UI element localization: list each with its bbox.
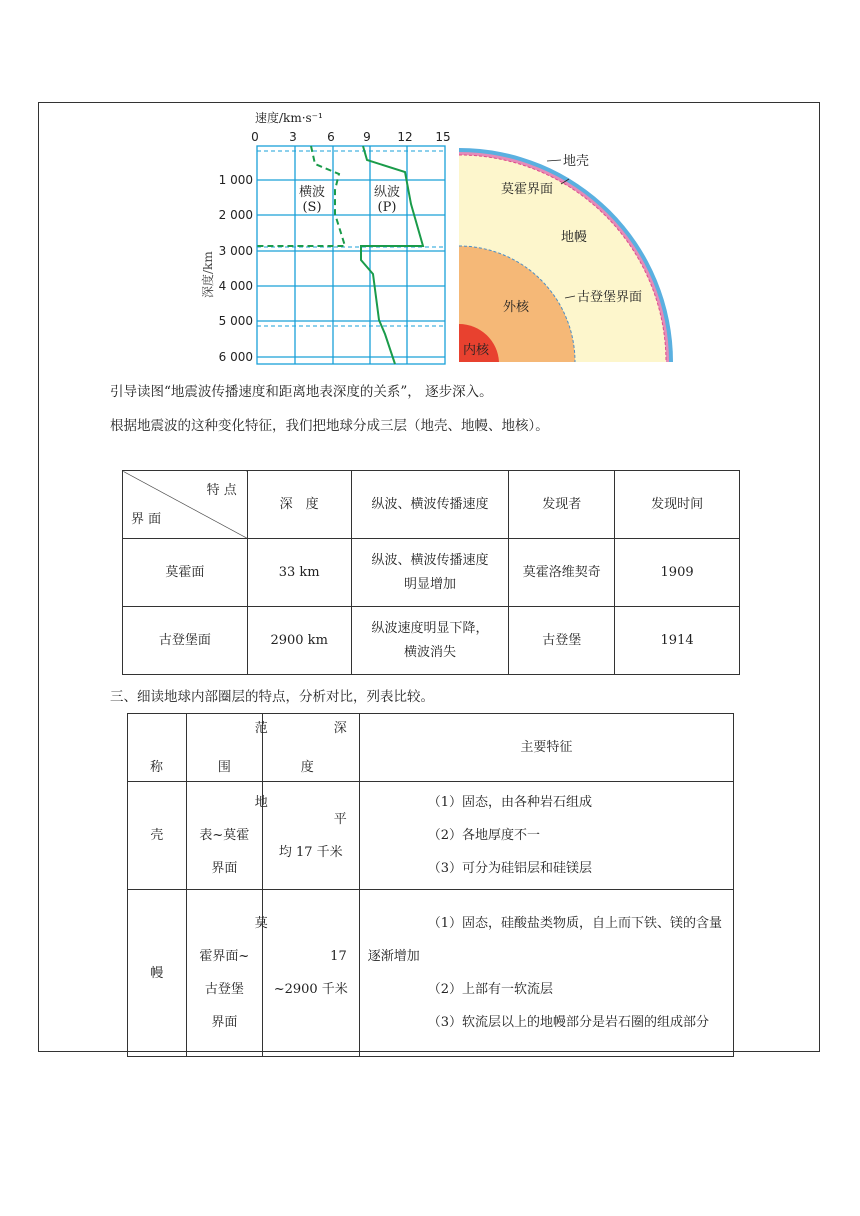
gutenberg-label: 古登堡界面: [577, 290, 643, 305]
depth-line: 17: [330, 949, 347, 964]
table-row: [123, 539, 740, 607]
depth-tick: 6 000: [218, 350, 253, 364]
layer-features: [359, 782, 733, 890]
interface-depth: 2900 km: [247, 607, 351, 675]
feature-item: （3）软流层以上的地幔部分是岩石圈的组成部分: [427, 1015, 709, 1030]
speed-axis-label: 速度/km·s⁻¹: [255, 111, 323, 125]
depth-ticks: [219, 173, 253, 364]
interface-depth: 33 km: [247, 539, 351, 607]
interface-year: 1909: [615, 539, 740, 607]
moho-label: 莫霍界面: [501, 182, 554, 197]
layer-table: [127, 713, 734, 1057]
speed-tick: 9: [363, 130, 371, 144]
header-depth-top: 深: [333, 721, 347, 736]
section-3-title: 三、细读地球内部圈层的特点，分析对比，列表比较。: [110, 689, 434, 705]
header-finder: 发现者: [509, 471, 615, 539]
speed-tick: 3: [289, 130, 297, 144]
depth-tick: 4 000: [218, 279, 253, 293]
header-name-label: 称: [150, 760, 164, 775]
paragraph-2: 根据地震波的这种变化特征，我们把地球分成三层（地壳、地幔、地核）。: [110, 418, 549, 434]
interface-speed: [351, 539, 509, 607]
feature-item: （3）可分为硅铝层和硅镁层: [427, 861, 592, 876]
layer-depth: [262, 782, 359, 890]
depth-line: ~2900 千米: [273, 982, 348, 997]
interface-year: 1914: [615, 607, 740, 675]
speed-ticks: [251, 130, 450, 144]
range-line: 界面: [211, 1015, 238, 1030]
depth-tick: 2 000: [218, 208, 253, 222]
header-year: 发现时间: [615, 471, 740, 539]
interface-finder: 古登堡: [509, 607, 615, 675]
header-depth: [262, 714, 359, 782]
corner-bottom-label: 界 面: [131, 512, 162, 527]
header-speed: 纵波、横波传播速度: [351, 471, 509, 539]
header-range-bottom: 围: [217, 760, 231, 775]
interface-table: [122, 470, 740, 675]
speed-line: 明显增加: [403, 576, 456, 592]
depth-tick: 5 000: [218, 314, 253, 328]
interface-name: 古登堡面: [123, 607, 248, 675]
range-line: 地: [254, 795, 268, 810]
interface-speed: [351, 607, 509, 675]
range-line: 莫: [254, 916, 268, 931]
range-line: 界面: [211, 861, 238, 876]
depth-tick: 3 000: [218, 244, 253, 258]
mantle-label: 地幔: [561, 230, 588, 245]
paragraph-1: 引导读图“地震波传播速度和距离地表深度的关系”， 逐步深入。: [110, 384, 493, 400]
speed-line: 纵波速度明显下降，: [371, 620, 489, 636]
header-name: [128, 714, 187, 782]
corner-cell: [123, 471, 248, 539]
header-features: 主要特征: [359, 714, 733, 782]
header-depth: 深 度: [247, 471, 351, 539]
speed-tick: 12: [397, 130, 413, 144]
chart-grid: [257, 146, 445, 364]
table-row: [128, 890, 734, 1057]
outer-core-label: 外核: [503, 300, 530, 315]
range-line: 表~莫霍: [199, 828, 250, 843]
seismic-wave-figure: [195, 108, 705, 373]
feature-item: （1）固态，由各种岩石组成: [427, 795, 592, 810]
speed-tick: 0: [251, 130, 259, 144]
crust-label: 地壳: [563, 154, 590, 169]
depth-line: 均 17 千米: [278, 844, 343, 860]
range-line: 霍界面~: [199, 949, 250, 964]
interface-finder: 莫霍洛维契奇: [509, 539, 615, 607]
layer-features: [359, 890, 733, 1057]
feature-item: （2）各地厚度不一: [427, 828, 540, 843]
s-wave-symbol: (S): [302, 200, 322, 215]
feature-item: （1）固态，硅酸盐类物质，自上而下铁、镁的含量逐渐增加: [367, 916, 722, 964]
table-row: [123, 607, 740, 675]
p-wave-label: 纵波: [373, 185, 401, 200]
table-row: [128, 782, 734, 890]
interface-name: 莫霍面: [123, 539, 248, 607]
earth-cross-section: [459, 148, 673, 362]
header-range: [186, 714, 268, 782]
layer-name: 幔: [128, 890, 187, 1057]
header-depth-bottom: 度: [300, 760, 314, 775]
speed-line: 横波消失: [403, 644, 456, 660]
range-line: 古登堡: [204, 982, 244, 997]
layer-range: [186, 782, 268, 890]
layer-depth: [262, 890, 359, 1057]
depth-tick: 1 000: [218, 173, 253, 187]
p-wave-symbol: (P): [377, 200, 397, 215]
depth-axis-label: 深度/km: [201, 251, 215, 298]
inner-core-label: 内核: [463, 343, 490, 358]
speed-line: 纵波、横波传播速度: [371, 552, 489, 568]
layer-name: 壳: [128, 782, 187, 890]
depth-line: 平: [333, 811, 347, 827]
feature-item: （2）上部有一软流层: [427, 982, 553, 997]
s-wave-label: 横波: [298, 185, 326, 200]
layer-range: [186, 890, 268, 1057]
speed-tick: 15: [435, 130, 451, 144]
corner-top-label: 特 点: [206, 483, 237, 498]
speed-tick: 6: [327, 130, 335, 144]
header-range-top: 范: [254, 721, 268, 736]
